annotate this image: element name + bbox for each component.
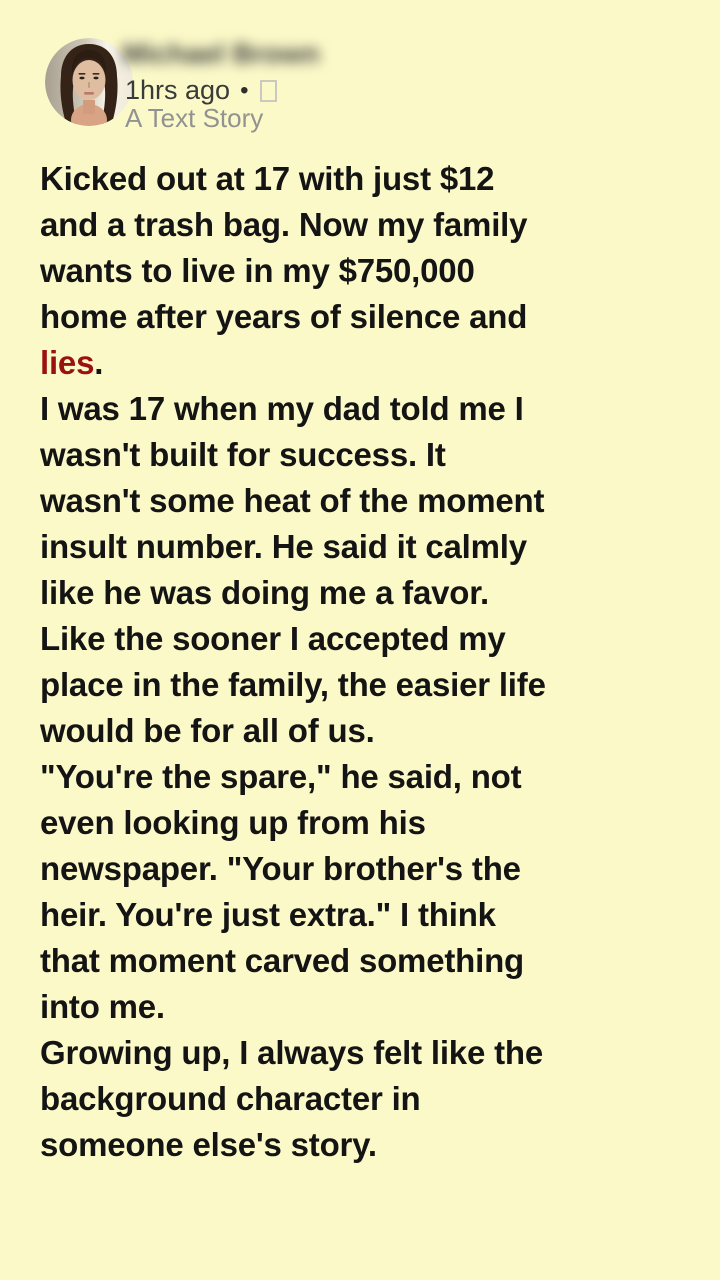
story-line <box>40 570 700 616</box>
story-line <box>40 478 700 524</box>
separator-dot: • <box>240 76 249 104</box>
story-segment: Like the sooner I accepted my <box>40 620 506 657</box>
story-text <box>40 156 700 1168</box>
story-line <box>40 432 700 478</box>
story-segment: "You're the spare," he said, not <box>40 758 522 795</box>
story-segment: I was 17 when my dad told me I <box>40 390 524 427</box>
story-segment: into me. <box>40 988 165 1025</box>
story-segment: Growing up, I always felt like the <box>40 1034 543 1071</box>
story-segment: and a trash bag. Now my family <box>40 206 528 243</box>
story-segment: would be for all of us. <box>40 712 375 749</box>
post-meta-line <box>125 75 277 106</box>
story-segment: wasn't built for success. It <box>40 436 446 473</box>
globe-placeholder-icon <box>260 80 277 102</box>
story-segment: place in the family, the easier life <box>40 666 546 703</box>
post-type-label: A Text Story <box>125 103 264 133</box>
story-line <box>40 202 700 248</box>
story-segment: newspaper. "Your brother's the <box>40 850 521 887</box>
story-line <box>40 340 700 386</box>
story-segment: someone else's story. <box>40 1126 377 1163</box>
story-segment: that moment carved something <box>40 942 524 979</box>
story-segment: background character in <box>40 1080 421 1117</box>
avatar[interactable] <box>45 38 133 126</box>
story-segment: insult number. He said it calmly <box>40 528 527 565</box>
story-line <box>40 754 700 800</box>
avatar-portrait-icon <box>45 38 133 126</box>
story-line <box>40 1122 700 1168</box>
story-line <box>40 662 700 708</box>
story-line <box>40 938 700 984</box>
story-segment: heir. You're just extra." I think <box>40 896 496 933</box>
story-line <box>40 248 700 294</box>
story-line <box>40 846 700 892</box>
story-line <box>40 892 700 938</box>
story-line <box>40 294 700 340</box>
story-line <box>40 1030 700 1076</box>
story-line <box>40 386 700 432</box>
story-line <box>40 524 700 570</box>
author-name[interactable]: Michael Brown <box>122 38 320 69</box>
story-segment: even looking up from his <box>40 804 426 841</box>
story-segment: wants to live in my $750,000 <box>40 252 475 289</box>
story-segment: . <box>94 344 104 381</box>
timestamp: 1hrs ago <box>125 75 231 105</box>
story-segment: Kicked out at 17 with just $12 <box>40 160 495 197</box>
story-line <box>40 708 700 754</box>
story-line <box>40 616 700 662</box>
story-line <box>40 156 700 202</box>
story-line <box>40 1076 700 1122</box>
story-line <box>40 800 700 846</box>
story-segment: like he was doing me a favor. <box>40 574 490 611</box>
story-segment: home after years of silence and <box>40 298 528 335</box>
story-segment: wasn't some heat of the moment <box>40 482 545 519</box>
highlighted-word: lies <box>40 344 95 381</box>
story-line <box>40 984 700 1030</box>
